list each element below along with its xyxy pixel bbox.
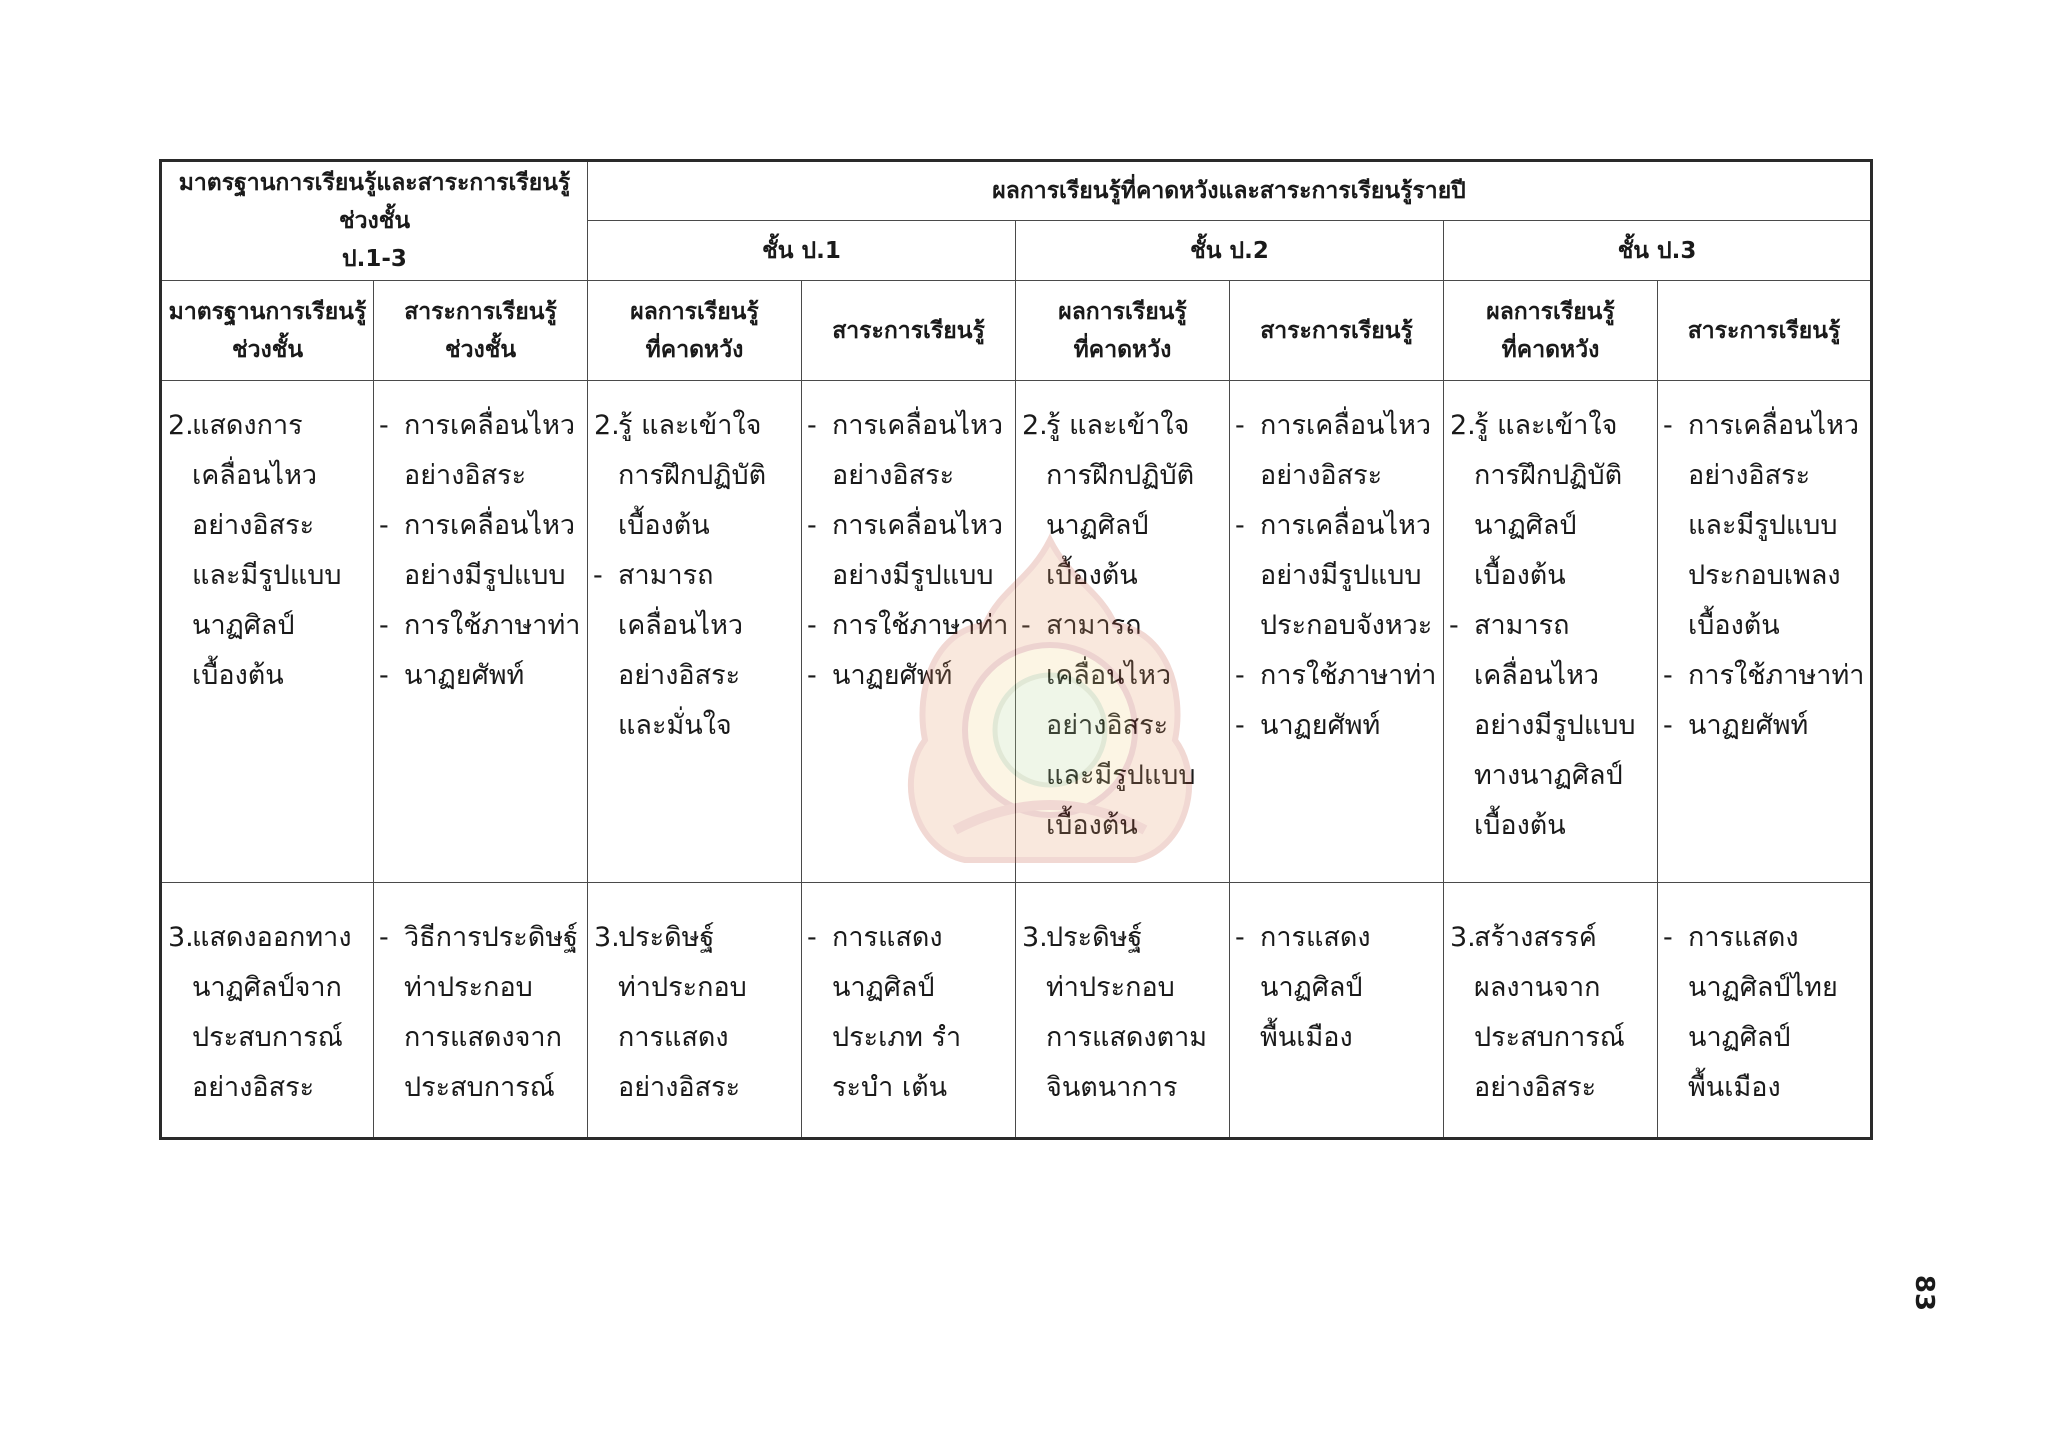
- p3-content-item: - การเคลื่อนไหว อย่างอิสระ และมีรูปแบบ ประกอบเพลง เบื้องต้น: [1658, 401, 1870, 651]
- p2-outcome-numbered: 2. รู้ และเข้าใจ การฝึกปฏิบัติ นาฏศิลป์ เบื้องต้น: [1016, 401, 1229, 601]
- standard-text: แสดงออกทาง นาฏศิลป์จาก ประสบการณ์ อย่างอิสระ: [192, 922, 352, 1103]
- p1-content-item: - นาฏยศัพท์: [802, 651, 1015, 701]
- content-cell: [374, 883, 588, 1139]
- header-standards-group: [161, 161, 588, 281]
- p2-outcome-cell: [1016, 381, 1230, 883]
- p3-content-text: การใช้ภาษาท่า: [1688, 660, 1865, 691]
- p2-content-cell: [1230, 381, 1444, 883]
- header-line: มาตรฐานการเรียนรู้และสาระการเรียนรู้ ช่วงชั้น: [178, 170, 571, 234]
- p1-outcome-numbered: 2. รู้ และเข้าใจ การฝึกปฏิบัติ เบื้องต้น: [588, 401, 801, 551]
- header-p2-content: สาระการเรียนรู้: [1230, 281, 1444, 381]
- p1-outcome-sub-item: - สามารถ เคลื่อนไหว อย่างอิสระ และมั่นใจ: [588, 551, 801, 751]
- header-line: ผลการเรียนรู้: [1486, 298, 1615, 325]
- p3-content-cell: [1658, 381, 1872, 883]
- p2-content-text: การแสดง นาฏศิลป์ พื้นเมือง: [1260, 922, 1371, 1053]
- p2-content-text: นาฏยศัพท์: [1260, 710, 1381, 741]
- p2-outcome-cell: [1016, 883, 1230, 1139]
- content-text: การเคลื่อนไหว อย่างมีรูปแบบ: [404, 510, 576, 591]
- p1-outcome-numbered: 3. ประดิษฐ์ ท่าประกอบ การแสดง อย่างอิสระ: [588, 913, 801, 1113]
- p1-content-text: การเคลื่อนไหว อย่างอิสระ: [832, 410, 1004, 491]
- header-line: ช่วงชั้น: [231, 336, 304, 363]
- p1-content-cell: [802, 381, 1016, 883]
- p2-outcome-sub-item: - สามารถ เคลื่อนไหว อย่างอิสระ และมีรูปแบบ เบื้องต้น: [1016, 601, 1229, 851]
- p3-outcome-cell: [1444, 381, 1658, 883]
- p2-content-item: - การแสดง นาฏศิลป์ พื้นเมือง: [1230, 913, 1443, 1063]
- content-item: - การใช้ภาษาท่า: [374, 601, 587, 651]
- p1-content-item: - การเคลื่อนไหว อย่างอิสระ: [802, 401, 1015, 501]
- header-line: สาระการเรียนรู้: [404, 298, 557, 325]
- curriculum-table-wrapper: [159, 159, 1870, 1140]
- p3-content-text: การเคลื่อนไหว อย่างอิสระ และมีรูปแบบ ประกอบเพลง เบื้องต้น: [1688, 410, 1860, 641]
- header-p3-outcome: [1444, 281, 1658, 381]
- p3-outcome-cell: [1444, 883, 1658, 1139]
- header-line: ที่คาดหวัง: [1073, 336, 1172, 363]
- p1-outcome-text: รู้ และเข้าใจ การฝึกปฏิบัติ เบื้องต้น: [618, 410, 767, 541]
- content-text: การเคลื่อนไหว อย่างอิสระ: [404, 410, 576, 491]
- curriculum-table: [159, 159, 1873, 1140]
- p3-outcome-numbered: 3. สร้างสรรค์ ผลงานจาก ประสบการณ์ อย่างอิสระ: [1444, 913, 1657, 1113]
- p1-outcome-cell: [588, 381, 802, 883]
- header-line: ที่คาดหวัง: [645, 336, 744, 363]
- p3-outcome-sub-item: - สามารถ เคลื่อนไหว อย่างมีรูปแบบ ทางนาฏศิลป์ เบื้องต้น: [1444, 601, 1657, 851]
- header-grade-2: ชั้น ป.2: [1016, 221, 1444, 281]
- p3-outcome-numbered: 2. รู้ และเข้าใจ การฝึกปฏิบัติ นาฏศิลป์ เบื้องต้น: [1444, 401, 1657, 601]
- header-standard: [161, 281, 374, 381]
- page-number: 83: [1909, 1274, 1940, 1312]
- p2-content-text: การเคลื่อนไหว อย่างมีรูปแบบ ประกอบจังหวะ: [1260, 510, 1433, 641]
- p3-content-item: - การแสดง นาฏศิลป์ไทย นาฏศิลป์ พื้นเมือง: [1658, 913, 1870, 1113]
- header-content: [374, 281, 588, 381]
- p3-outcome-text: สร้างสรรค์ ผลงานจาก ประสบการณ์ อย่างอิสระ: [1474, 922, 1625, 1103]
- content-item: - การเคลื่อนไหว อย่างมีรูปแบบ: [374, 501, 587, 601]
- p1-content-item: - การแสดง นาฏศิลป์ ประเภท รำ ระบำ เต้น: [802, 913, 1015, 1113]
- p3-content-cell: [1658, 883, 1872, 1139]
- content-item: - นาฏยศัพท์: [374, 651, 587, 701]
- header-yearly-group: ผลการเรียนรู้ที่คาดหวังและสาระการเรียนรู้รายปี: [588, 161, 1872, 221]
- p2-outcome-sub-text: สามารถ เคลื่อนไหว อย่างอิสระ และมีรูปแบบ เบื้องต้น: [1046, 610, 1196, 841]
- p2-outcome-numbered: 3. ประดิษฐ์ ท่าประกอบ การแสดงตาม จินตนาการ: [1016, 913, 1229, 1113]
- p1-outcome-cell: [588, 883, 802, 1139]
- standard-cell: [161, 883, 374, 1139]
- p2-content-item: - นาฏยศัพท์: [1230, 701, 1443, 751]
- content-item: - การเคลื่อนไหว อย่างอิสระ: [374, 401, 587, 501]
- header-p3-content: สาระการเรียนรู้: [1658, 281, 1872, 381]
- p1-content-cell: [802, 883, 1016, 1139]
- p2-content-text: การเคลื่อนไหว อย่างอิสระ: [1260, 410, 1432, 491]
- header-line: ผลการเรียนรู้: [1058, 298, 1187, 325]
- standard-text: แสดงการ เคลื่อนไหว อย่างอิสระ และมีรูปแบบ นาฏศิลป์ เบื้องต้น: [192, 410, 342, 691]
- p1-content-text: การเคลื่อนไหว อย่างมีรูปแบบ: [832, 510, 1004, 591]
- header-line: ป.1-3: [342, 246, 407, 272]
- p1-content-item: - การเคลื่อนไหว อย่างมีรูปแบบ: [802, 501, 1015, 601]
- p2-content-item: - การเคลื่อนไหว อย่างอิสระ: [1230, 401, 1443, 501]
- p2-outcome-text: ประดิษฐ์ ท่าประกอบ การแสดงตาม จินตนาการ: [1046, 922, 1208, 1103]
- table-row: [161, 883, 1872, 1139]
- standard-numbered: 2. แสดงการ เคลื่อนไหว อย่างอิสระ และมีรูปแบบ นาฏศิลป์ เบื้องต้น: [162, 401, 373, 701]
- header-grade-1: ชั้น ป.1: [588, 221, 1016, 281]
- p2-content-item: - การเคลื่อนไหว อย่างมีรูปแบบ ประกอบจังหวะ: [1230, 501, 1443, 651]
- p1-content-text: การใช้ภาษาท่า: [832, 610, 1009, 641]
- p3-content-text: นาฏยศัพท์: [1688, 710, 1809, 741]
- header-line: มาตรฐานการเรียนรู้: [168, 298, 367, 325]
- p3-outcome-text: รู้ และเข้าใจ การฝึกปฏิบัติ นาฏศิลป์ เบื้องต้น: [1474, 410, 1623, 591]
- header-line: ที่คาดหวัง: [1501, 336, 1600, 363]
- p2-content-item: - การใช้ภาษาท่า: [1230, 651, 1443, 701]
- p3-content-item: - นาฏยศัพท์: [1658, 701, 1870, 751]
- p2-outcome-text: รู้ และเข้าใจ การฝึกปฏิบัติ นาฏศิลป์ เบื้องต้น: [1046, 410, 1195, 591]
- p3-content-item: - การใช้ภาษาท่า: [1658, 651, 1870, 701]
- table-row: [161, 381, 1872, 883]
- p3-outcome-sub-text: สามารถ เคลื่อนไหว อย่างมีรูปแบบ ทางนาฏศิลป์ เบื้องต้น: [1474, 610, 1636, 841]
- p1-outcome-sub-text: สามารถ เคลื่อนไหว อย่างอิสระ และมั่นใจ: [618, 560, 744, 741]
- p1-outcome-text: ประดิษฐ์ ท่าประกอบ การแสดง อย่างอิสระ: [618, 922, 747, 1103]
- content-item: - วิธีการประดิษฐ์ ท่าประกอบ การแสดงจาก ประสบการณ์: [374, 913, 587, 1113]
- content-text: วิธีการประดิษฐ์ ท่าประกอบ การแสดงจาก ประสบการณ์: [404, 922, 579, 1103]
- header-line: ช่วงชั้น: [444, 336, 517, 363]
- p1-content-item: - การใช้ภาษาท่า: [802, 601, 1015, 651]
- header-p1-content: สาระการเรียนรู้: [802, 281, 1016, 381]
- content-text: การใช้ภาษาท่า: [404, 610, 581, 641]
- header-line: ผลการเรียนรู้: [630, 298, 759, 325]
- header-p1-outcome: [588, 281, 802, 381]
- content-text: นาฏยศัพท์: [404, 660, 525, 691]
- p3-content-text: การแสดง นาฏศิลป์ไทย นาฏศิลป์ พื้นเมือง: [1688, 922, 1838, 1103]
- p1-content-text: การแสดง นาฏศิลป์ ประเภท รำ ระบำ เต้น: [832, 922, 962, 1103]
- header-grade-3: ชั้น ป.3: [1444, 221, 1872, 281]
- p2-content-text: การใช้ภาษาท่า: [1260, 660, 1437, 691]
- standard-numbered: 3. แสดงออกทาง นาฏศิลป์จาก ประสบการณ์ อย่างอิสระ: [162, 913, 373, 1113]
- standard-cell: [161, 381, 374, 883]
- content-cell: [374, 381, 588, 883]
- header-p2-outcome: [1016, 281, 1230, 381]
- p1-content-text: นาฏยศัพท์: [832, 660, 953, 691]
- p2-content-cell: [1230, 883, 1444, 1139]
